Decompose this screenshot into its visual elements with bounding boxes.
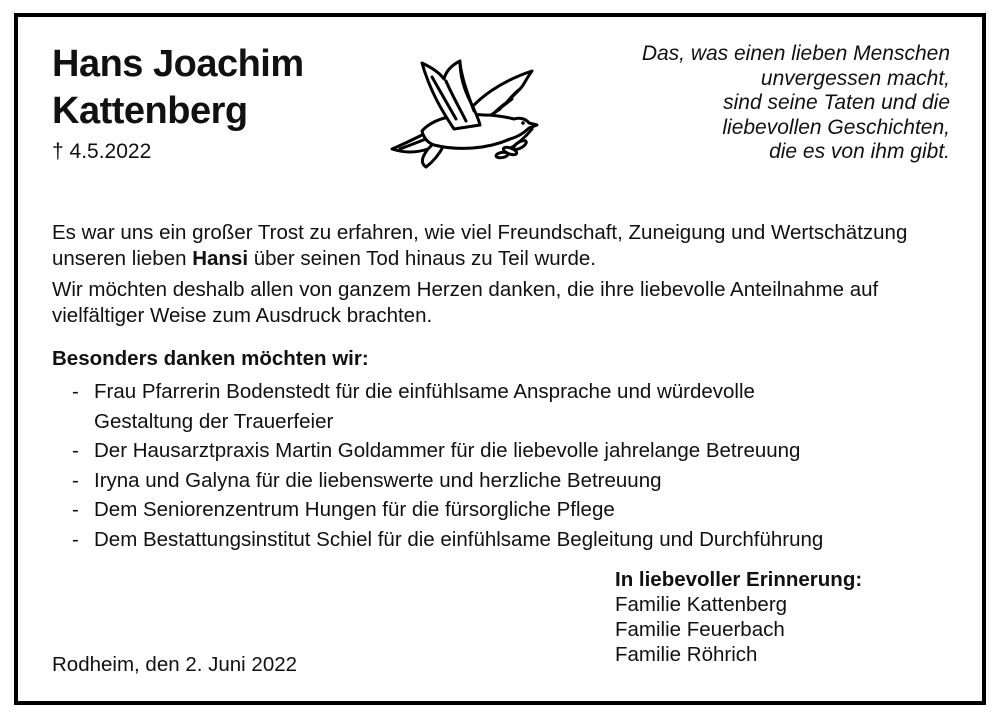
list-item-text: Dem Bestattungsinstitut Schiel für die einfühlsame Begleitung und Durchführung	[94, 527, 824, 551]
signature-heading: In liebevoller Erinnerung:	[615, 568, 863, 591]
obituary-card	[14, 13, 986, 705]
list-dash: -	[72, 380, 79, 403]
list-item	[72, 436, 823, 466]
quote-line: die es von ihm gibt.	[769, 140, 950, 163]
special-thanks-heading: Besonders danken möchten wir:	[52, 347, 369, 370]
deceased-name-line1: Hans Joachim	[52, 43, 304, 85]
paragraph-text: über seinen Tod hinaus zu Teil wurde.	[248, 246, 596, 270]
list-item	[72, 377, 823, 436]
family-name: Familie Röhrich	[615, 643, 758, 666]
dove-with-olive-branch-icon	[374, 45, 540, 169]
family-name: Familie Kattenberg	[615, 593, 788, 616]
place-and-date: Rodheim, den 2. Juni 2022	[52, 653, 298, 676]
paragraph-text: Es war uns ein großer Trost zu erfahren, wie viel Freundschaft, Zuneigung und Wertschätzung unseren lieben	[52, 221, 908, 270]
death-date: † 4.5.2022	[52, 140, 152, 163]
list-item-line: Gestaltung der Trauerfeier	[94, 409, 334, 433]
list-dash: -	[72, 439, 79, 462]
list-item-line: Frau Pfarrerin Bodenstedt für die einfühlsame Ansprache und würdevolle	[94, 380, 755, 403]
list-dash: -	[72, 468, 79, 492]
quote-line: sind seine Taten und die	[723, 91, 950, 114]
list-item	[72, 525, 823, 555]
gratitude-paragraph	[52, 220, 962, 271]
list-dash: -	[72, 527, 79, 551]
list-item-text: Iryna und Galyna für die liebenswerte und herzliche Betreuung	[94, 468, 662, 492]
thanks-paragraph: Wir möchten deshalb allen von ganzem Herzen danken, die ihre liebevolle Anteilnahme auf vielfältiger Weise zum Ausdruck brachten.	[52, 278, 879, 327]
family-signature	[615, 567, 862, 667]
family-name: Familie Feuerbach	[615, 618, 785, 641]
quote-line: Das, was einen lieben Menschen	[641, 42, 950, 65]
deceased-name-line2: Kattenberg	[52, 90, 248, 132]
list-item-text: Dem Seniorenzentrum Hungen für die fürsorgliche Pflege	[94, 498, 615, 521]
list-dash: -	[72, 498, 79, 521]
special-thanks-list	[72, 377, 823, 554]
quote-line: unvergessen macht,	[760, 66, 950, 90]
quote-line: liebevollen Geschichten,	[722, 115, 950, 139]
list-item-text: Der Hausarztpraxis Martin Goldammer für die liebevolle jahrelange Betreuung	[94, 439, 801, 462]
memorial-quote	[642, 42, 950, 165]
list-item	[72, 495, 823, 525]
nickname: Hansi	[192, 246, 249, 270]
list-item	[72, 466, 823, 496]
list-item-text	[94, 377, 755, 436]
